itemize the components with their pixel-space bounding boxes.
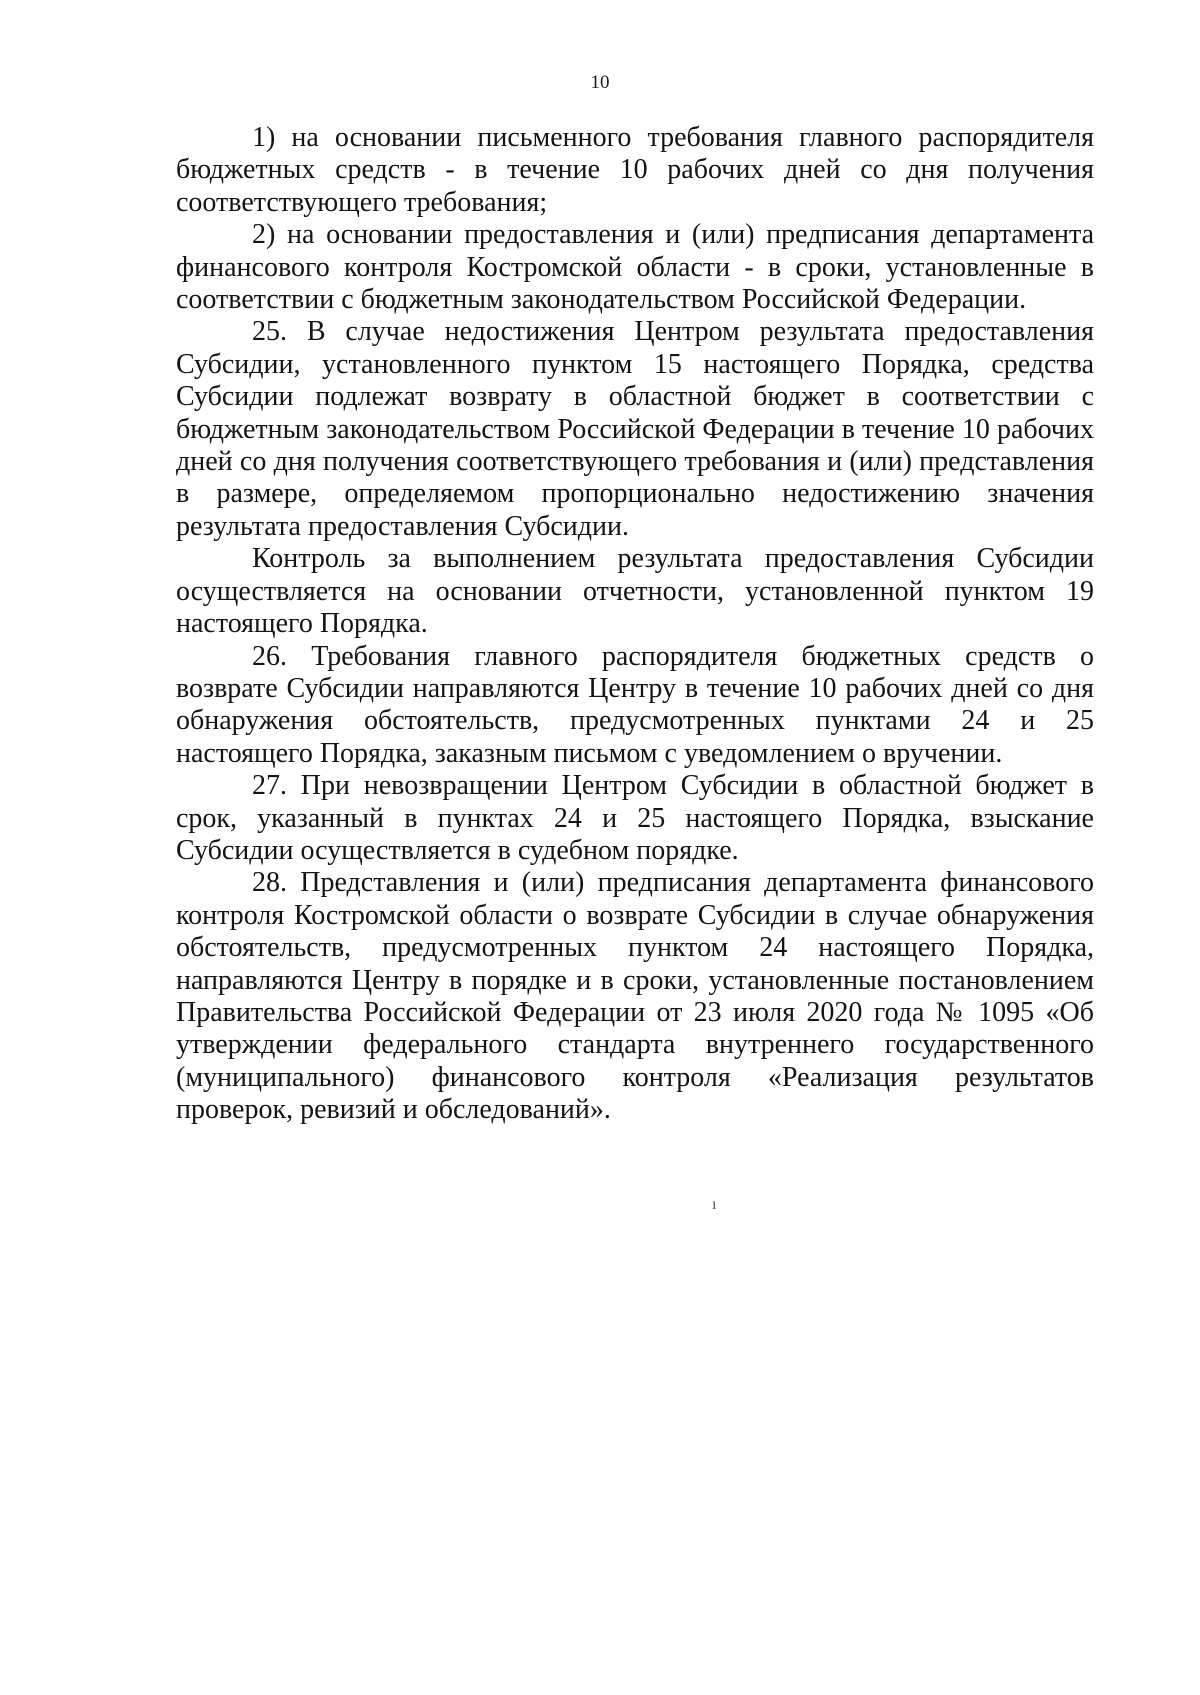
paragraph-control: Контроль за выполнением результата предоставления Субсидии осуществляется на основании отчетности, установленной пунктом 19 настоящего Порядка. (176, 543, 1094, 640)
document-body (176, 122, 1094, 1127)
scan-speck: ı (712, 1196, 717, 1213)
page-number: 10 (590, 72, 610, 93)
paragraph-item-2: 2) на основании предоставления и (или) предписания департамента финансового контроля Костромской области - в сроки, установленные в соответствии с бюджетным законодательством Российской Федерации. (176, 219, 1094, 316)
paragraph-25: 25. В случае недостижения Центром результата предоставления Субсидии, установленного пунктом 15 настоящего Порядка, средства Субсидии подлежат возврату в областной бюджет в соответствии с бюджетным законодательством Российской Федерации в течение 10 рабочих дней со дня получения соответствующего требования и (или) представления в размере, определяемом пропорционально недостижению значения результата предоставления Субсидии. (176, 316, 1094, 542)
paragraph-27: 27. При невозвращении Центром Субсидии в областной бюджет в срок, указанный в пунктах 24 и 25 настоящего Порядка, взыскание Субсидии осуществляется в судебном порядке. (176, 770, 1094, 866)
paragraph-item-1: 1) на основании письменного требования главного распорядителя бюджетных средств - в течение 10 рабочих дней со дня получения соответствующего требования; (176, 122, 1094, 218)
paragraph-28: 28. Представления и (или) предписания департамента финансового контроля Костромской области о возврате Субсидии в случае обнаружения обстоятельств, предусмотренных пунктом 24 настоящего Порядка, направляются Центру в порядке и в сроки, установленные постановлением Правительства Российской Федерации от 23 июля 2020 года № 1095 «Об утверждении федерального стандарта внутреннего государственного (муниципального) финансового контроля «Реализация результатов проверок, ревизий и обследований». (176, 867, 1094, 1126)
paragraph-26: 26. Требования главного распорядителя бюджетных средств о возврате Субсидии направляются Центру в течение 10 рабочих дней со дня обнаружения обстоятельств, предусмотренных пунктами 24 и 25 настоящего Порядка, заказным письмом с уведомлением о вручении. (176, 640, 1094, 769)
